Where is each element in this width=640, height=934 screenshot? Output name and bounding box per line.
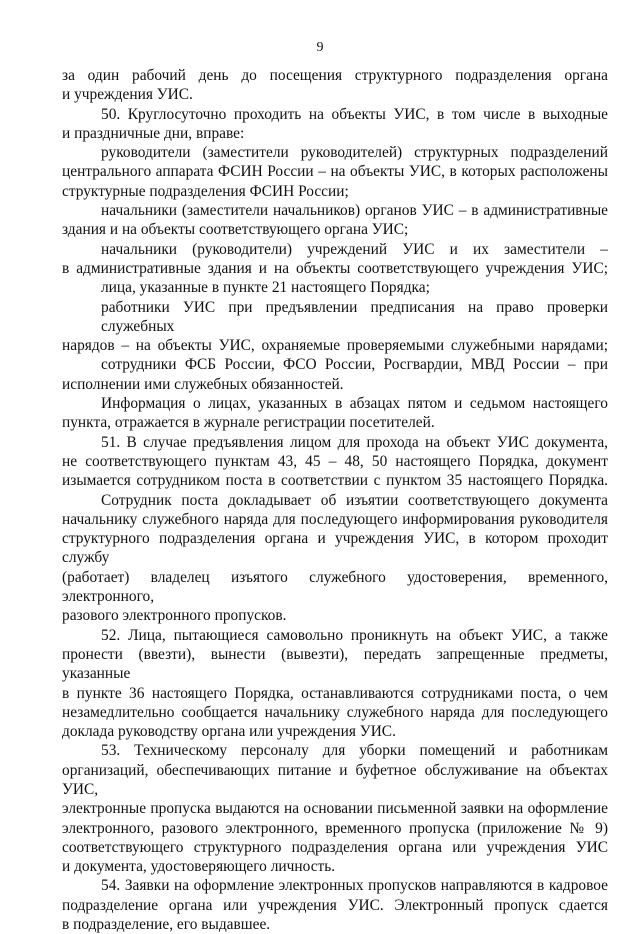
text-line: не соответствующего пунктам 43, 45 – 48, 50 настоящего Порядка, документ [62,452,608,470]
text-line: в административные здания и на объекты соответствующего учреждения УИС; [62,259,608,277]
text-line: лица, указанные в пункте 21 настоящего Порядка; [101,279,430,297]
text-line: соответствующего структурного подразделения органа или учреждения УИС [62,838,608,856]
body-text [62,66,608,934]
text-line: Информация о лицах, указанных в абзацах пятом и седьмом настоящего [101,395,608,413]
text-line: пронести (ввезти), вынести (вывезти), передать запрещенные предметы, указанные [62,645,608,683]
text-line: структурного подразделения органа и учреждения УИС, в котором проходит службу [62,530,608,567]
text-line: в пункте 36 настоящего Порядка, останавливаются сотрудниками поста, о чем [62,684,608,702]
text-line: 50. Круглосуточно проходить на объекты УИС, в том числе в выходные [101,105,608,123]
text-line: руководители (заместители руководителей) структурных подразделений [101,144,608,162]
text-line: подразделение органа или учреждения УИС. Электронный пропуск сдается [62,896,608,914]
text-line: начальнику служебного наряда для последующего информирования руководителя [62,510,608,528]
page-number: 9 [316,40,324,55]
text-line: изымается сотрудником поста в соответствии с пунктом 35 настоящего Порядка. [62,472,608,490]
text-line: здания и на объекты соответствующего органа УИС; [62,221,409,239]
text-line: и праздничные дни, вправе: [62,124,245,142]
text-line: незамедлительно сообщается начальнику служебного наряда для последующего [62,703,608,721]
text-line: работники УИС при предъявлении предписания на право проверки служебных [101,298,608,335]
text-line: в подразделение, его выдавшее. [62,916,271,934]
text-line: организаций, обеспечивающих питание и буфетное обслуживание на объектах УИС, [62,761,608,798]
text-line: Сотрудник поста докладывает об изъятии соответствующего документа [101,491,608,509]
text-line: 52. Лица, пытающиеся самовольно проникнуть на объект УИС, а также [101,626,608,644]
text-line: 51. В случае предъявления лицом для прохода на объект УИС документа, [101,433,608,451]
text-line: начальники (заместители начальников) органов УИС – в административные [101,202,608,220]
text-line: 54. Заявки на оформление электронных пропусков направляются в кадровое [101,877,608,895]
text-line: и документа, удостоверяющего личность. [62,858,336,876]
text-line: 53. Техническому персоналу для уборки помещений и работникам [101,742,608,760]
text-line: нарядов – на объекты УИС, охраняемые проверяемыми служебными нарядами; [62,337,608,355]
text-line: сотрудники ФСБ России, ФСО России, Росгвардии, МВД России – при [101,356,608,374]
text-line: электронные пропуска выдаются на основании письменной заявки на оформление [62,800,608,818]
text-line: доклада руководству органа или учреждения УИС. [62,723,396,741]
text-line: начальники (руководители) учреждений УИС и их заместители – [101,240,608,258]
text-line: пункта, отражается в журнале регистрации посетителей. [62,414,435,432]
text-line: за один рабочий день до посещения структурного подразделения органа [62,67,608,84]
text-line: электронного, разового электронного, временного пропуска (приложение № 9) [62,819,608,837]
text-line: исполнении ими служебных обязанностей. [62,375,344,393]
text-line: разового электронного пропусков. [62,607,287,625]
text-line: (работает) владелец изъятого служебного удостоверения, временного, электронного, [62,568,608,606]
text-line: центрального аппарата ФСИН России – на объекты УИС, в которых расположены [62,163,608,181]
text-line: и учреждения УИС. [62,86,193,104]
text-line: структурные подразделения ФСИН России; [62,182,349,200]
